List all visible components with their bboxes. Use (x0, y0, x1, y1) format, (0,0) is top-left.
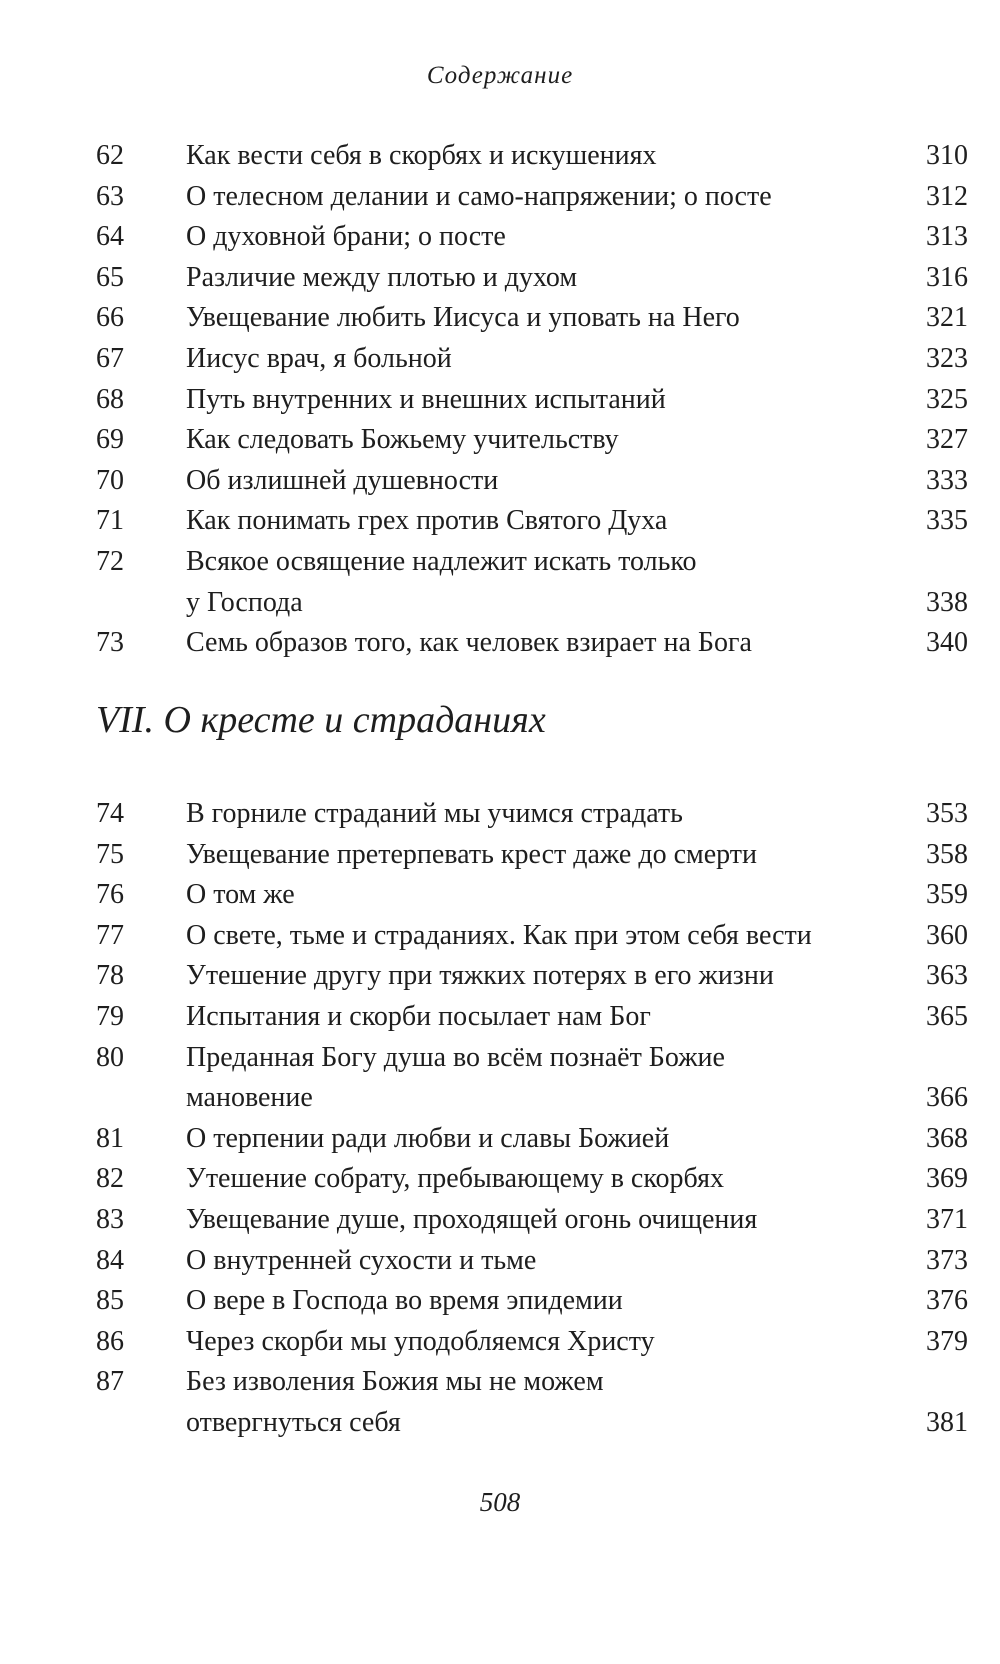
toc-entry-page: 365 (926, 1000, 968, 1032)
toc-entry-title (186, 623, 868, 664)
toc-entry-title (186, 461, 868, 502)
toc-entry-number: 71 (96, 505, 124, 537)
toc-entry-number: 73 (96, 627, 124, 659)
toc-entry-page: 312 (926, 180, 968, 212)
toc-entry (96, 623, 968, 664)
toc-entry-number: 80 (96, 1041, 124, 1073)
toc-entry (96, 835, 968, 876)
toc-entry-title-line: Об излишней душевности (186, 464, 499, 496)
toc-entry-title (186, 339, 868, 380)
toc-entry-title-line: Семь образов того, как человек взирает на Бога (186, 627, 752, 659)
toc-entry-page: 310 (926, 140, 968, 171)
toc-entry-title-line: Без изволения Божия мы не можем (186, 1366, 604, 1398)
toc-entry (96, 1362, 968, 1443)
toc-entry-title (186, 835, 868, 876)
toc-entry-title (186, 997, 868, 1038)
toc-entry-title-line: Преданная Богу душа во всём познаёт Божие (186, 1041, 725, 1073)
toc-entry-title-line: Различие между плотью и духом (186, 261, 578, 293)
toc-entry-number: 76 (96, 879, 124, 911)
toc-entry-title-line: у Господа (186, 586, 303, 618)
toc-entry-page: 338 (926, 586, 968, 618)
toc-entry-title (186, 875, 868, 916)
toc-list-part1 (96, 136, 968, 664)
toc-entry-number: 87 (96, 1366, 124, 1398)
toc-entry-page: 381 (926, 1406, 968, 1438)
toc-entry-title-line: Увещевание душе, проходящей огонь очищения (186, 1203, 758, 1235)
toc-entry-title-line: Как вести себя в скорбях и искушениях (186, 140, 657, 171)
toc-entry (96, 177, 968, 218)
toc-entry-title-line: В горниле страданий мы учимся страдать (186, 798, 683, 829)
toc-entry-number: 62 (96, 140, 124, 171)
toc-entry-title-line: Испытания и скорби посылает нам Бог (186, 1000, 651, 1032)
toc-entry-title (186, 298, 868, 339)
toc-entry-title-line: Иисус врач, я больной (186, 342, 452, 374)
toc-entry-title (186, 1241, 868, 1282)
toc-entry-number: 68 (96, 383, 124, 415)
toc-entry-title-line: О духовной брани; о посте (186, 221, 506, 253)
toc-entry-title (186, 136, 868, 177)
toc-entry-title-line: Путь внутренних и внешних испытаний (186, 383, 666, 415)
toc-entry-number: 77 (96, 919, 124, 951)
toc-entry-title-line: Как следовать Божьему учительству (186, 424, 619, 456)
toc-entry-title (186, 1159, 868, 1200)
toc-entry (96, 1322, 968, 1363)
toc-entry-title (186, 1322, 868, 1363)
toc-entry-title (186, 794, 868, 835)
toc-entry (96, 1200, 968, 1241)
toc-entry (96, 136, 968, 177)
toc-entry (96, 339, 968, 380)
toc-entry-title (186, 258, 868, 299)
toc-entry-page: 353 (926, 798, 968, 829)
toc-entry-number: 83 (96, 1203, 124, 1235)
toc-entry-title-line: О внутренней сухости и тьме (186, 1244, 537, 1276)
toc-entry-title-line: Увещевание претерпевать крест даже до смерти (186, 838, 758, 870)
toc-entry-page: 376 (926, 1285, 968, 1317)
toc-entry-title (186, 501, 868, 542)
toc-entry-title-line: отвергнуться себя (186, 1406, 401, 1438)
toc-entry (96, 217, 968, 258)
toc-entry-number: 78 (96, 960, 124, 992)
toc-entry-number: 63 (96, 180, 124, 212)
toc-entry-title-line: Как понимать грех против Святого Духа (186, 505, 668, 537)
toc-entry-title (186, 1281, 868, 1322)
running-head: Содержание (426, 62, 574, 89)
toc-entry (96, 1119, 968, 1160)
toc-entry-page: 323 (926, 342, 968, 374)
toc-entry-page: 325 (926, 383, 968, 415)
toc-entry-number: 84 (96, 1244, 124, 1276)
toc-entry-title-line: О телесном делании и само-напряжении; о посте (186, 180, 772, 212)
toc-entry-title-line: Утешение другу при тяжких потерях в его жизни (186, 960, 774, 992)
toc-entry-title-line: О том же (186, 879, 295, 911)
toc-entry-page: 368 (926, 1122, 968, 1154)
toc-entry-title (186, 177, 868, 218)
toc-entry-title (186, 380, 868, 421)
toc-entry-number: 65 (96, 261, 124, 293)
toc-entry-page: 358 (926, 838, 968, 870)
toc-entry-title (186, 1200, 868, 1241)
toc-entry-page: 316 (926, 261, 968, 293)
toc-entry (96, 997, 968, 1038)
toc-entry-page: 379 (926, 1325, 968, 1357)
toc-entry (96, 1241, 968, 1282)
toc-entry-title-line: Увещевание любить Иисуса и уповать на Него (186, 302, 740, 334)
page-number: 508 (479, 1487, 521, 1517)
toc-entry-page: 313 (926, 221, 968, 253)
toc-entry-title (186, 420, 868, 461)
toc-entry-title (186, 217, 868, 258)
toc-entry (96, 298, 968, 339)
toc-entry-title-line: О свете, тьме и страданиях. Как при этом себя вести (186, 919, 812, 951)
toc-entry-number: 72 (96, 545, 124, 577)
toc-entry-page: 363 (926, 960, 968, 992)
toc-entry-title-line: Через скорби мы уподобляемся Христу (186, 1325, 655, 1357)
toc-entry-page: 371 (926, 1203, 968, 1235)
toc-entry-number: 74 (96, 798, 124, 829)
toc-entry (96, 956, 968, 997)
toc-entry-page: 333 (926, 464, 968, 496)
toc-entry-number: 82 (96, 1163, 124, 1195)
toc-entry-number: 70 (96, 464, 124, 496)
toc-entry-page: 360 (926, 919, 968, 951)
toc-entry-page: 366 (926, 1082, 968, 1114)
toc-entry-title (186, 1038, 868, 1119)
toc-entry (96, 461, 968, 502)
toc-entry-title (186, 1362, 868, 1443)
toc-entry-title-line: О терпении ради любви и славы Божией (186, 1122, 670, 1154)
toc-entry (96, 875, 968, 916)
toc-entry-page: 340 (926, 627, 968, 659)
toc-entry-title (186, 956, 868, 997)
toc-entry-page: 369 (926, 1163, 968, 1195)
toc-entry-number: 85 (96, 1285, 124, 1317)
toc-entry (96, 1159, 968, 1200)
toc-entry (96, 501, 968, 542)
toc-entry-title (186, 916, 868, 957)
toc-entry (96, 1281, 968, 1322)
toc-entry-title-line: Всякое освящение надлежит искать только (186, 545, 697, 577)
section-heading: VII. О кресте и страданиях (96, 699, 546, 741)
toc-entry-number: 66 (96, 302, 124, 334)
toc-entry (96, 420, 968, 461)
toc-entry-number: 75 (96, 838, 124, 870)
toc-entry (96, 916, 968, 957)
toc-entry-number: 69 (96, 424, 124, 456)
toc-entry-title-line: мановение (186, 1082, 313, 1114)
toc-entry-page: 335 (926, 505, 968, 537)
toc-entry-page: 327 (926, 424, 968, 456)
toc-entry-title (186, 1119, 868, 1160)
toc-entry-title (186, 542, 868, 623)
toc-entry (96, 1038, 968, 1119)
toc-entry-page: 321 (926, 302, 968, 334)
toc-entry-page: 373 (926, 1244, 968, 1276)
toc-list-part2 (96, 794, 968, 1444)
toc-entry-page: 359 (926, 879, 968, 911)
toc-entry (96, 542, 968, 623)
toc-entry-title-line: О вере в Господа во время эпидемии (186, 1285, 623, 1317)
toc-entry-number: 86 (96, 1325, 124, 1357)
toc-entry (96, 258, 968, 299)
toc-entry (96, 794, 968, 835)
toc-entry (96, 380, 968, 421)
toc-entry-number: 64 (96, 221, 124, 253)
toc-entry-number: 67 (96, 342, 124, 374)
toc-entry-number: 81 (96, 1122, 124, 1154)
toc-entry-title-line: Утешение собрату, пребывающему в скорбях (186, 1163, 724, 1195)
toc-entry-number: 79 (96, 1000, 124, 1032)
